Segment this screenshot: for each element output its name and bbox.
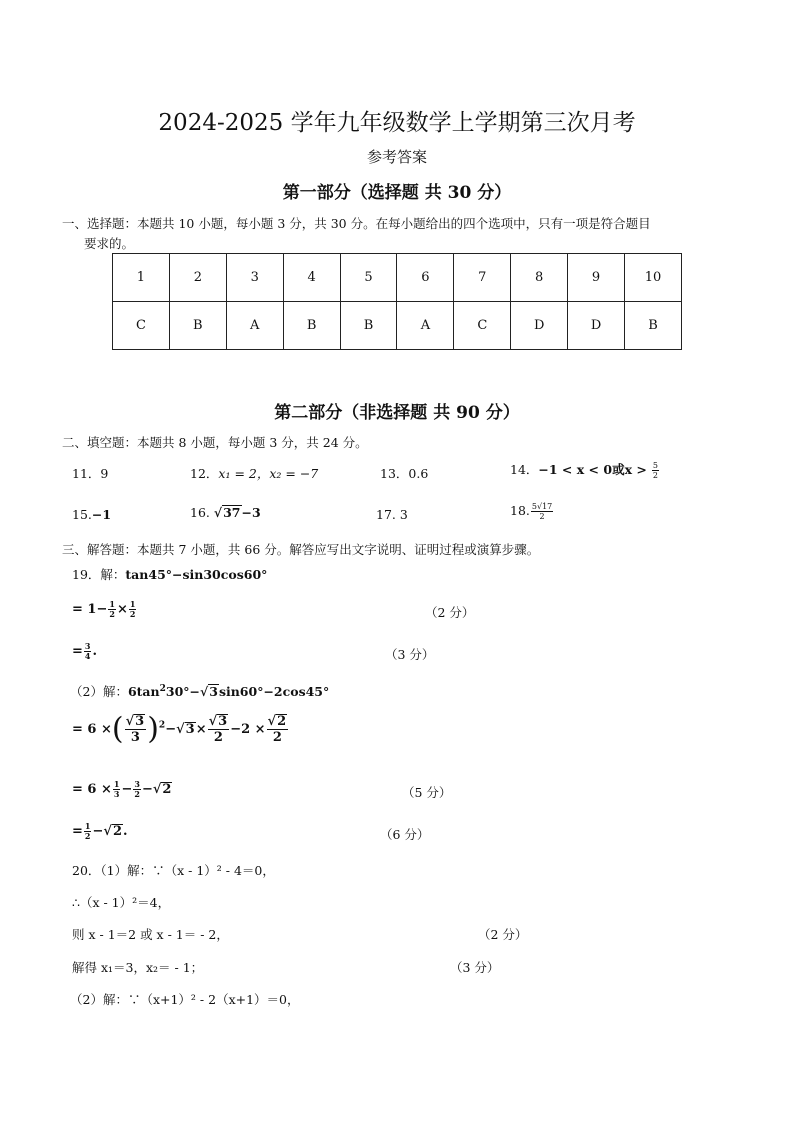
question-number-cell: 3 xyxy=(226,254,283,302)
fraction-numerator: 5√17 xyxy=(531,502,553,511)
radicand: 2 xyxy=(112,824,122,839)
period: . xyxy=(92,644,98,659)
fraction-denominator: 2 xyxy=(109,609,115,619)
q19-part2-expression: $6\tan^230^\circ-√3\sin 60^\circ-2\cos 45^\circ$ xyxy=(127,683,330,699)
question-number-cell: 1 xyxy=(113,254,170,302)
fraction-denominator: 2 xyxy=(213,730,223,745)
q19-line1 xyxy=(72,565,267,583)
answer-12 xyxy=(190,464,318,482)
q19-step2-prefix: = xyxy=(72,644,83,659)
answer-16-radicand: 37 xyxy=(223,505,241,520)
q19-step5: = $\frac{1}{2}$ −√2. xyxy=(72,821,128,841)
q19-step4: = 6 × $\frac{1}{3}$ − $\frac{3}{2}$ −√2 xyxy=(72,779,172,799)
question-number-cell: 8 xyxy=(511,254,568,302)
answer-15 xyxy=(72,507,111,522)
fraction-denominator: 2 xyxy=(539,512,545,521)
answer-15-label: 15. xyxy=(72,507,92,522)
part1-instruction-line1: 一、选择题：本题共 10 小题，每小题 3 分，共 30 分。在每小题给出的四个选项中，只有一项是符合题目 xyxy=(62,216,651,231)
fraction-sqrt3-over-3 xyxy=(125,714,147,745)
q20-line4-score: （3 分） xyxy=(450,960,500,975)
answer-cell: B xyxy=(283,302,340,350)
radicand: 3 xyxy=(135,714,145,729)
fraction-denominator: 2 xyxy=(272,730,282,745)
exponent: 2 xyxy=(158,720,166,731)
answer-15-value: −1 xyxy=(91,507,112,522)
fraction-numerator: 1 xyxy=(109,599,115,609)
times-sign: × xyxy=(195,722,207,737)
q19-step5-score: （6 分） xyxy=(380,827,430,842)
radicand: 2 xyxy=(162,782,172,797)
answer-18-fraction xyxy=(531,502,553,521)
fraction-numerator: √2 xyxy=(267,714,287,729)
answer-cell: A xyxy=(397,302,454,350)
q19-step2-score: （3 分） xyxy=(385,647,435,662)
page-title: 2024-2025 学年九年级数学上学期第三次月考 xyxy=(158,110,636,136)
fraction-denominator: 2 xyxy=(134,789,140,799)
answer-table xyxy=(112,253,682,350)
fraction-denominator: 2 xyxy=(129,609,136,619)
solve-instruction: 三、解答题：本题共 7 小题，共 66 分。解答应写出文字说明、证明过程或演算步骤。 xyxy=(62,542,540,557)
fraction-numerator: √3 xyxy=(125,714,145,729)
radicand: 2 xyxy=(277,714,287,729)
answer-16-rest: −3 xyxy=(241,505,261,520)
period: . xyxy=(122,824,128,839)
answer-14 xyxy=(510,460,660,480)
q19-step1 xyxy=(72,600,137,619)
fraction-numerator: 1 xyxy=(84,821,91,831)
minus-sign: − xyxy=(141,782,153,797)
fraction-denominator: 2 xyxy=(84,831,91,841)
answer-cell: B xyxy=(625,302,682,350)
answer-12-root1: x₁ = 2， xyxy=(218,466,270,481)
fraction-denominator: 3 xyxy=(130,730,140,745)
answer-table-number-row xyxy=(113,254,682,302)
question-number-cell: 2 xyxy=(169,254,226,302)
page-subtitle: 参考答案 xyxy=(366,148,427,166)
fraction-sqrt3-over-2 xyxy=(208,714,230,745)
fraction-half xyxy=(84,822,92,841)
fraction-numerator: 1 xyxy=(113,779,120,789)
q20-line3-score: （2 分） xyxy=(478,927,528,942)
answer-16: 16. √37−3 xyxy=(190,505,261,520)
answer-18 xyxy=(510,502,554,521)
answer-14-fraction xyxy=(652,461,659,480)
q19-expression: tan45°−sin30cos60° xyxy=(125,567,268,582)
part2-heading: 第二部分（非选择题 共 90 分） xyxy=(274,403,520,423)
expr-part: −2 × xyxy=(230,722,266,737)
question-number-cell: 4 xyxy=(283,254,340,302)
q19-step3: = 6 ×( $\frac{√3}{3}$ )$^2$−√3× $\frac{√3}{2}$ −2 × $\frac{√2}{2}$ xyxy=(72,711,287,747)
fraction-denominator: 3 xyxy=(113,789,120,799)
answer-11: 11．9 xyxy=(72,466,109,481)
q19-step4-score: （5 分） xyxy=(402,785,452,800)
part1-instruction-line2: 要求的。 xyxy=(84,236,135,251)
q19-step1-score: （2 分） xyxy=(425,605,475,620)
q20-line4: 解得 x₁＝3，x₂＝ - 1； xyxy=(72,960,204,975)
fraction-numerator: 1 xyxy=(129,599,136,609)
question-number-cell: 10 xyxy=(625,254,682,302)
fraction-three-quarters xyxy=(84,642,92,661)
fraction-sqrt2-over-2 xyxy=(267,714,289,745)
answer-cell: C xyxy=(113,302,170,350)
radicand: 3 xyxy=(185,722,195,737)
times-sign: × xyxy=(116,602,128,617)
fill-instruction: 二、填空题：本题共 8 小题，每小题 3 分，共 24 分。 xyxy=(62,435,368,450)
fraction-numerator: √3 xyxy=(208,714,228,729)
fraction-denominator: 4 xyxy=(84,651,91,661)
fraction-half xyxy=(129,600,137,619)
answer-12-root2: x₂ = −7 xyxy=(269,466,319,481)
answer-18-label: 18. xyxy=(510,503,530,518)
q19-step2 xyxy=(72,642,97,661)
question-number-cell: 6 xyxy=(397,254,454,302)
q20-line3: 则 x - 1＝2 或 x - 1＝ - 2， xyxy=(72,927,229,942)
radicand: 3 xyxy=(218,714,228,729)
fraction-denominator: 2 xyxy=(652,471,658,480)
answer-cell: D xyxy=(511,302,568,350)
q19-part2-line xyxy=(70,682,329,700)
answer-12-label: 12． xyxy=(190,466,219,481)
expr-part: 30°− xyxy=(165,684,201,699)
step-prefix: = 6 × xyxy=(72,782,112,797)
question-number-cell: 7 xyxy=(454,254,511,302)
answer-cell: A xyxy=(226,302,283,350)
answer-table-answer-row xyxy=(113,302,682,350)
answer-13: 13．0.6 xyxy=(380,466,429,481)
answer-cell: B xyxy=(340,302,397,350)
question-number-cell: 5 xyxy=(340,254,397,302)
part1-heading: 第一部分（选择题 共 30 分） xyxy=(282,183,512,203)
answer-17: 17. 3 xyxy=(376,507,408,522)
answer-16-label: 16. xyxy=(190,505,210,520)
q19-part2-label: （2）解： xyxy=(70,684,128,699)
expr-part: sin60°−2cos45° xyxy=(218,684,330,699)
step-prefix: = xyxy=(72,824,83,839)
answer-cell: C xyxy=(454,302,511,350)
answer-14-label: 14． xyxy=(510,462,539,477)
fraction-numerator: 5 xyxy=(652,461,658,470)
radicand: 3 xyxy=(209,684,218,699)
expr-part: 6tan xyxy=(127,684,160,699)
answer-cell: D xyxy=(568,302,625,350)
fraction-half xyxy=(108,600,116,619)
q19-label: 19．解： xyxy=(72,567,126,582)
fraction-numerator: 3 xyxy=(84,641,91,651)
q20-line2: ∴（x - 1）²＝4， xyxy=(72,895,171,910)
question-number-cell: 9 xyxy=(568,254,625,302)
step-prefix: = 6 × xyxy=(72,722,112,737)
q19-step1-prefix: = 1− xyxy=(72,602,108,617)
fraction-one-third xyxy=(113,780,121,799)
answer-14-expr: −1 < x < 0或x > xyxy=(538,462,647,477)
q20-line5: （2）解：∵（x+1）² - 2（x+1）＝0， xyxy=(70,992,300,1007)
fraction-three-halves xyxy=(133,780,141,799)
minus-sign: − xyxy=(92,824,104,839)
answer-cell: B xyxy=(169,302,226,350)
q20-line1: 20．（1）解：∵（x - 1）² - 4＝0， xyxy=(72,863,275,878)
fraction-numerator: 3 xyxy=(134,779,140,789)
minus-sign: − xyxy=(165,722,177,737)
exponent: 2 xyxy=(159,683,166,694)
